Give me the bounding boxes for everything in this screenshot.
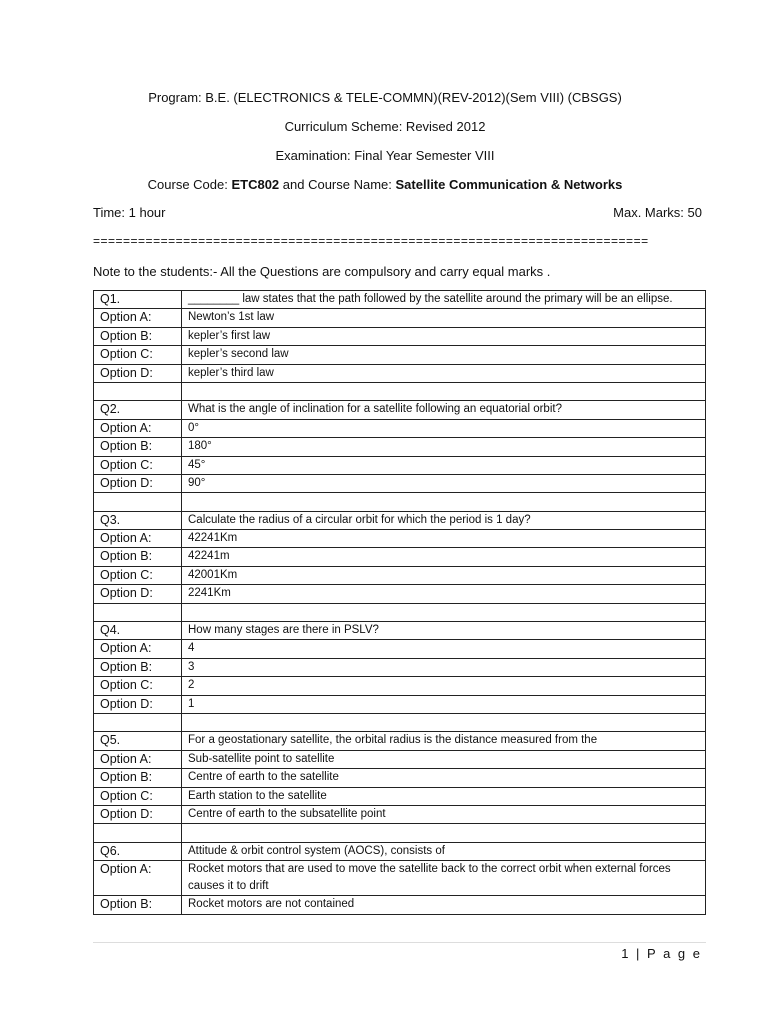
question-text: ________ law states that the path followed by the satellite around the primary will be an ellipse.: [182, 291, 706, 309]
separator-rule: ==========================================================================: [93, 234, 649, 248]
course-name-label: and Course Name:: [279, 177, 396, 192]
spacer-cell: [182, 493, 706, 511]
option-row: [94, 438, 706, 456]
option-row: [94, 769, 706, 787]
option-label: Option B:: [94, 658, 182, 676]
option-text: Rocket motors are not contained: [182, 896, 706, 914]
question-number: Q5.: [94, 732, 182, 750]
question-number: Q4.: [94, 622, 182, 640]
option-text: kepler’s first law: [182, 327, 706, 345]
option-row: [94, 530, 706, 548]
course-line: [0, 177, 770, 192]
option-text: Centre of earth to the subsatellite point: [182, 805, 706, 823]
option-row: [94, 640, 706, 658]
spacer-row: [94, 382, 706, 400]
spacer-cell: [94, 382, 182, 400]
question-text: Attitude & orbit control system (AOCS), consists of: [182, 842, 706, 860]
question-text: What is the angle of inclination for a satellite following an equatorial orbit?: [182, 401, 706, 419]
option-label: Option C:: [94, 456, 182, 474]
question-number: Q3.: [94, 511, 182, 529]
option-label: Option B:: [94, 327, 182, 345]
option-text: Sub-satellite point to satellite: [182, 750, 706, 768]
option-text: 180°: [182, 438, 706, 456]
question-number: Q6.: [94, 842, 182, 860]
question-text: For a geostationary satellite, the orbital radius is the distance measured from the: [182, 732, 706, 750]
option-text: 45°: [182, 456, 706, 474]
spacer-cell: [182, 713, 706, 731]
option-text: 0°: [182, 419, 706, 437]
option-row: [94, 861, 706, 896]
option-row: [94, 896, 706, 914]
option-label: Option C:: [94, 346, 182, 364]
students-note: Note to the students:- All the Questions are compulsory and carry equal marks .: [93, 264, 551, 279]
option-label: Option B:: [94, 548, 182, 566]
option-row: [94, 805, 706, 823]
option-text: Centre of earth to the satellite: [182, 769, 706, 787]
option-label: Option D:: [94, 364, 182, 382]
option-label: Option C:: [94, 787, 182, 805]
footer-divider: [93, 942, 706, 943]
option-row: [94, 309, 706, 327]
option-label: Option A:: [94, 640, 182, 658]
question-number: Q1.: [94, 291, 182, 309]
spacer-cell: [182, 824, 706, 842]
exam-time: Time: 1 hour: [93, 205, 166, 220]
option-row: [94, 787, 706, 805]
course-name: Satellite Communication & Networks: [395, 177, 623, 192]
question-number: Q2.: [94, 401, 182, 419]
option-label: Option A:: [94, 861, 182, 896]
course-code-label: Course Code:: [147, 177, 232, 192]
question-text: How many stages are there in PSLV?: [182, 622, 706, 640]
option-row: [94, 695, 706, 713]
option-row: [94, 677, 706, 695]
spacer-cell: [94, 493, 182, 511]
option-row: [94, 585, 706, 603]
option-row: [94, 566, 706, 584]
examination-line: Examination: Final Year Semester VIII: [275, 148, 495, 163]
option-text: 2241Km: [182, 585, 706, 603]
spacer-cell: [94, 603, 182, 621]
spacer-row: [94, 824, 706, 842]
option-text: kepler’s second law: [182, 346, 706, 364]
option-text: 1: [182, 695, 706, 713]
spacer-row: [94, 493, 706, 511]
option-row: [94, 327, 706, 345]
option-label: Option B:: [94, 769, 182, 787]
option-label: Option D:: [94, 474, 182, 492]
option-label: Option B:: [94, 896, 182, 914]
question-row: [94, 291, 706, 309]
option-row: [94, 474, 706, 492]
option-row: [94, 750, 706, 768]
question-row: [94, 511, 706, 529]
option-text: kepler’s third law: [182, 364, 706, 382]
spacer-cell: [94, 824, 182, 842]
option-label: Option B:: [94, 438, 182, 456]
question-text: Calculate the radius of a circular orbit for which the period is 1 day?: [182, 511, 706, 529]
option-text: Earth station to the satellite: [182, 787, 706, 805]
questions-table: [93, 290, 706, 915]
option-text: 2: [182, 677, 706, 695]
max-marks: Max. Marks: 50: [613, 205, 702, 220]
option-label: Option C:: [94, 677, 182, 695]
program-line: Program: B.E. (ELECTRONICS & TELE-COMMN)(REV-2012)(Sem VIII) (CBSGS): [148, 90, 622, 105]
option-text: 42001Km: [182, 566, 706, 584]
spacer-row: [94, 603, 706, 621]
question-row: [94, 401, 706, 419]
option-label: Option A:: [94, 750, 182, 768]
option-text: 4: [182, 640, 706, 658]
option-text: 3: [182, 658, 706, 676]
spacer-cell: [182, 382, 706, 400]
option-row: [94, 456, 706, 474]
option-text: 90°: [182, 474, 706, 492]
option-row: [94, 364, 706, 382]
option-text: Newton’s 1st law: [182, 309, 706, 327]
option-row: [94, 548, 706, 566]
option-row: [94, 346, 706, 364]
question-row: [94, 842, 706, 860]
option-label: Option A:: [94, 419, 182, 437]
spacer-row: [94, 713, 706, 731]
question-row: [94, 732, 706, 750]
option-label: Option A:: [94, 530, 182, 548]
option-text: Rocket motors that are used to move the satellite back to the correct orbit when external forces causes it to drift: [182, 861, 706, 896]
option-label: Option D:: [94, 805, 182, 823]
curriculum-line: Curriculum Scheme: Revised 2012: [284, 119, 486, 134]
spacer-cell: [182, 603, 706, 621]
option-row: [94, 658, 706, 676]
option-text: 42241m: [182, 548, 706, 566]
option-label: Option A:: [94, 309, 182, 327]
option-label: Option D:: [94, 585, 182, 603]
option-text: 42241Km: [182, 530, 706, 548]
option-row: [94, 419, 706, 437]
course-code: ETC802: [231, 177, 280, 192]
option-label: Option C:: [94, 566, 182, 584]
question-row: [94, 622, 706, 640]
option-label: Option D:: [94, 695, 182, 713]
page-number: 1 | P a g e: [621, 946, 702, 961]
spacer-cell: [94, 713, 182, 731]
